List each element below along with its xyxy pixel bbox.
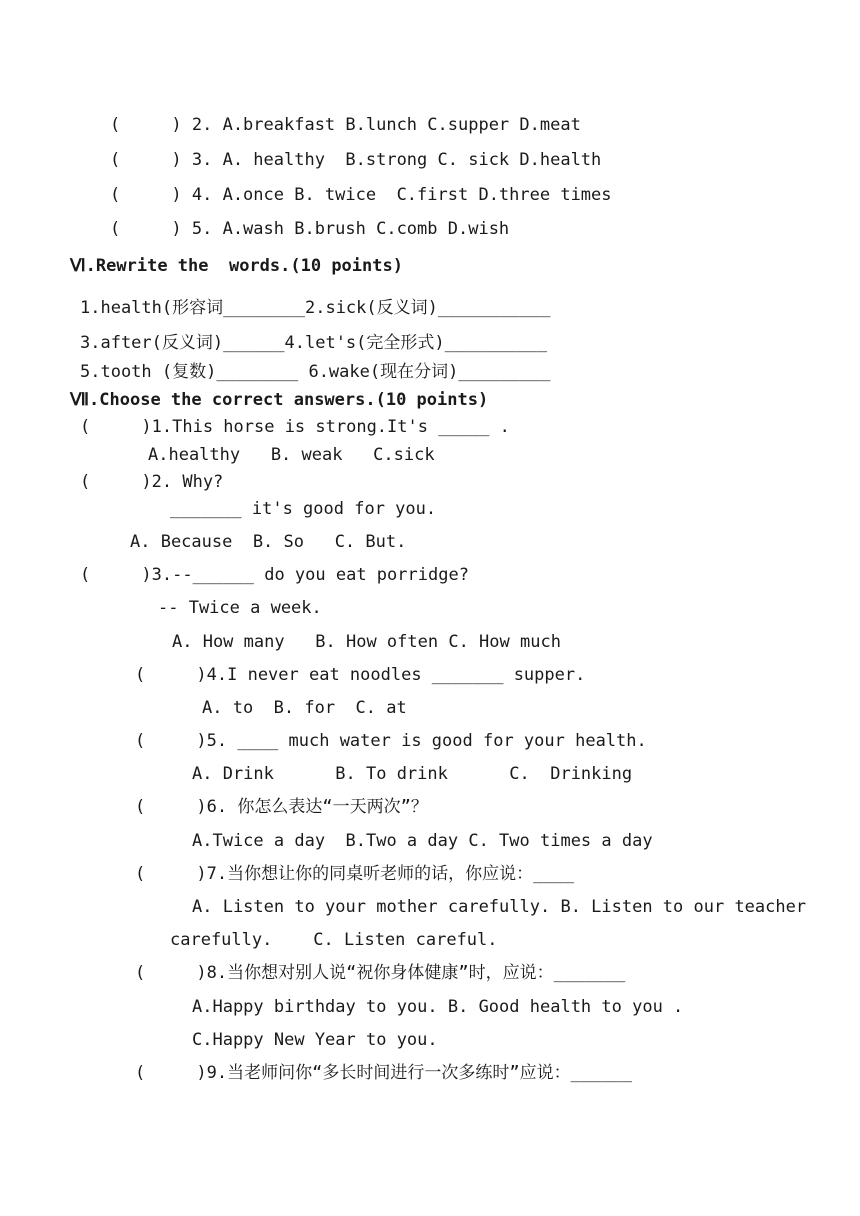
question-3-options: A. How many B. How often C. How much: [172, 632, 561, 652]
question-8-options: A.Happy birthday to you. B. Good health to you .: [192, 997, 684, 1017]
question-3: ( )3.--______ do you eat porridge?: [80, 565, 469, 585]
choice-item-5: ( ) 5. A.wash B.brush C.comb D.wish: [110, 219, 510, 239]
question-6: ( )6. 你怎么表达“一天两次”？: [135, 797, 428, 817]
question-7-options-cont: carefully. C. Listen careful.: [170, 930, 498, 950]
question-7-options: A. Listen to your mother carefully. B. Listen to our teacher: [192, 897, 807, 917]
question-2-options: A. Because B. So C. But.: [130, 532, 407, 552]
choice-item-3: ( ) 3. A. healthy B.strong C. sick D.health: [110, 150, 602, 170]
question-2-answer-line: _______ it's good for you.: [170, 499, 437, 519]
section-vii-heading: Ⅶ.Choose the correct answers.(10 points): [70, 390, 489, 410]
question-8-options-cont: C.Happy New Year to you.: [192, 1030, 438, 1050]
question-3-reply: -- Twice a week.: [158, 598, 322, 618]
question-7: ( )7.当你想让你的同桌听老师的话，你应说：____: [135, 864, 575, 884]
rewrite-line-2: 3.after(反义词)______4.let's(完全形式)__________: [80, 333, 547, 353]
question-4-options: A. to B. for C. at: [202, 698, 407, 718]
rewrite-line-3: 5.tooth (复数)________ 6.wake(现在分词)_________: [80, 362, 551, 382]
question-5: ( )5. ____ much water is good for your health.: [135, 731, 647, 751]
question-5-options: A. Drink B. To drink C. Drinking: [192, 764, 633, 784]
question-9: ( )9.当老师问你“多长时间进行一次多练时”应说：______: [135, 1063, 632, 1083]
question-1-options: A.healthy B. weak C.sick: [148, 445, 435, 465]
choice-item-2: ( ) 2. A.breakfast B.lunch C.supper D.meat: [110, 115, 581, 135]
choice-item-4: ( ) 4. A.once B. twice C.first D.three times: [110, 185, 612, 205]
question-1: ( )1.This horse is strong.It's _____ .: [80, 417, 510, 437]
question-2: ( )2. Why?: [80, 472, 224, 492]
section-vi-heading: Ⅵ.Rewrite the words.(10 points): [70, 256, 403, 276]
rewrite-line-1: 1.health(形容词________2.sick(反义词)___________: [80, 298, 551, 318]
question-8: ( )8.当你想对别人说“祝你身体健康”时，应说：_______: [135, 963, 626, 983]
question-4: ( )4.I never eat noodles _______ supper.: [135, 665, 586, 685]
question-6-options: A.Twice a day B.Two a day C. Two times a day: [192, 831, 653, 851]
